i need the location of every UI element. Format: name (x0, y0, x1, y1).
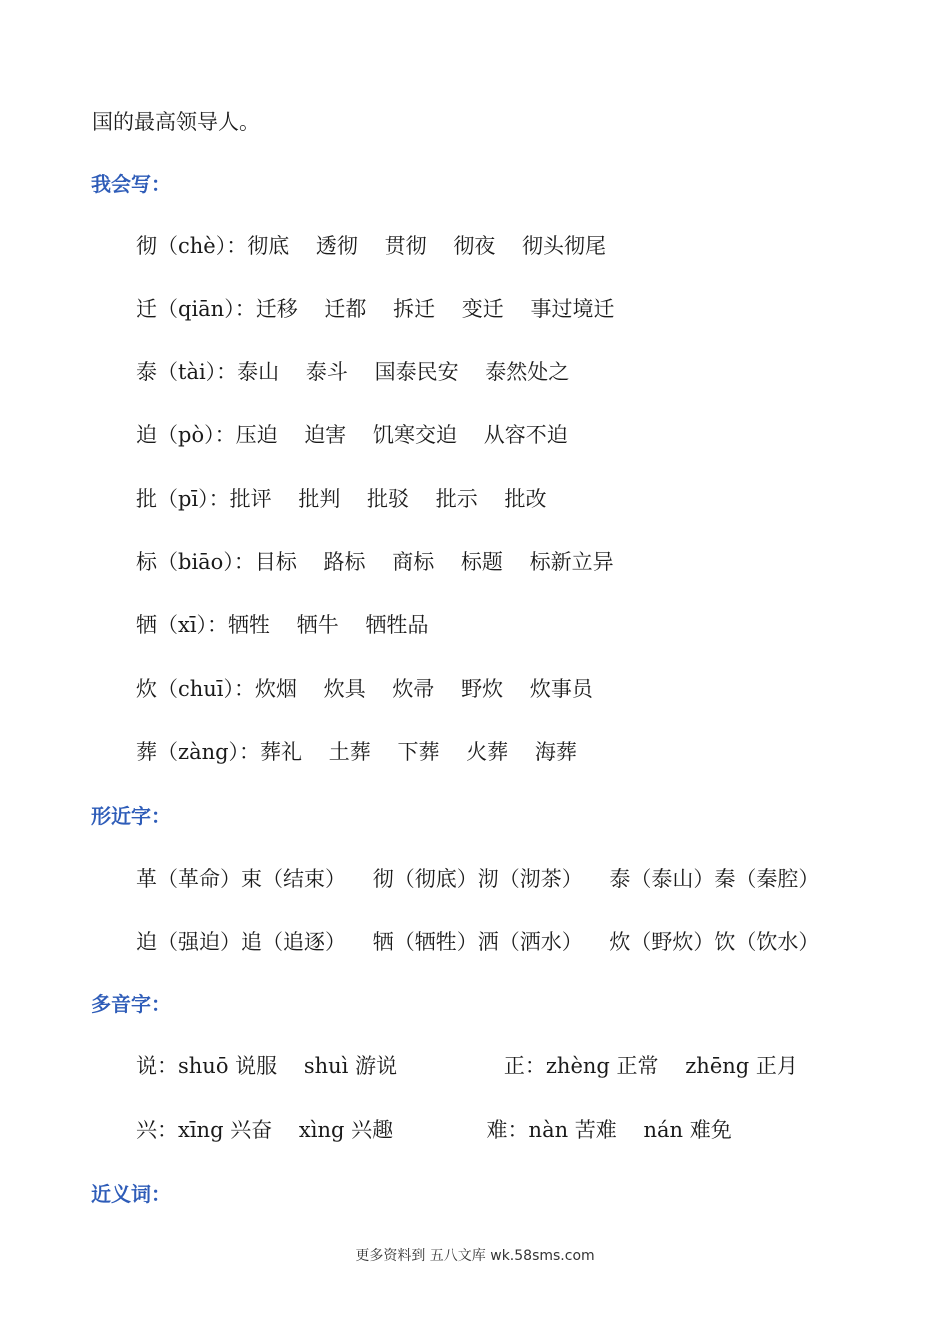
write-row: 迫（pò）：压迫 迫害 饥寒交迫 从容不迫 (136, 423, 568, 447)
heading-polyphone: 多音字： (91, 992, 171, 1016)
write-row: 彻（chè）：彻底 透彻 贯彻 彻夜 彻头彻尾 (136, 234, 607, 258)
write-row: 泰（tài）：泰山 泰斗 国泰民安 泰然处之 (136, 360, 570, 384)
write-row: 标（biāo）：目标 路标 商标 标题 标新立异 (136, 550, 614, 574)
write-row: 迁（qiān）：迁移 迁都 拆迁 变迁 事过境迁 (136, 297, 615, 321)
write-row: 批（pī）：批评 批判 批驳 批示 批改 (136, 487, 547, 511)
heading-write: 我会写： (91, 172, 171, 196)
heading-synonym: 近义词： (91, 1182, 171, 1206)
similar-row: 迫（强迫）追（追逐） 牺（牺牲）洒（洒水） 炊（野炊）饮（饮水） (136, 930, 820, 954)
continuation-text: 国的最高领导人。 (92, 110, 260, 134)
heading-similar-characters: 形近字： (91, 804, 171, 828)
polyphone-row: 说：shuō 说服 shuì 游说 正：zhèng 正常 zhēng 正月 (136, 1054, 798, 1078)
similar-row: 革（革命）束（结束） 彻（彻底）沏（沏茶） 泰（泰山）秦（秦腔） (136, 867, 820, 891)
write-row: 葬（zàng）：葬礼 土葬 下葬 火葬 海葬 (136, 740, 577, 764)
write-row: 炊（chuī）：炊烟 炊具 炊帚 野炊 炊事员 (136, 677, 593, 701)
footer-link[interactable]: 更多资料到 五八文库 wk.58sms.com (355, 1248, 595, 1264)
write-row: 牺（xī）：牺牲 牺牛 牺牲品 (136, 613, 429, 637)
polyphone-row: 兴：xīng 兴奋 xìng 兴趣 难：nàn 苦难 nán 难免 (136, 1118, 732, 1142)
